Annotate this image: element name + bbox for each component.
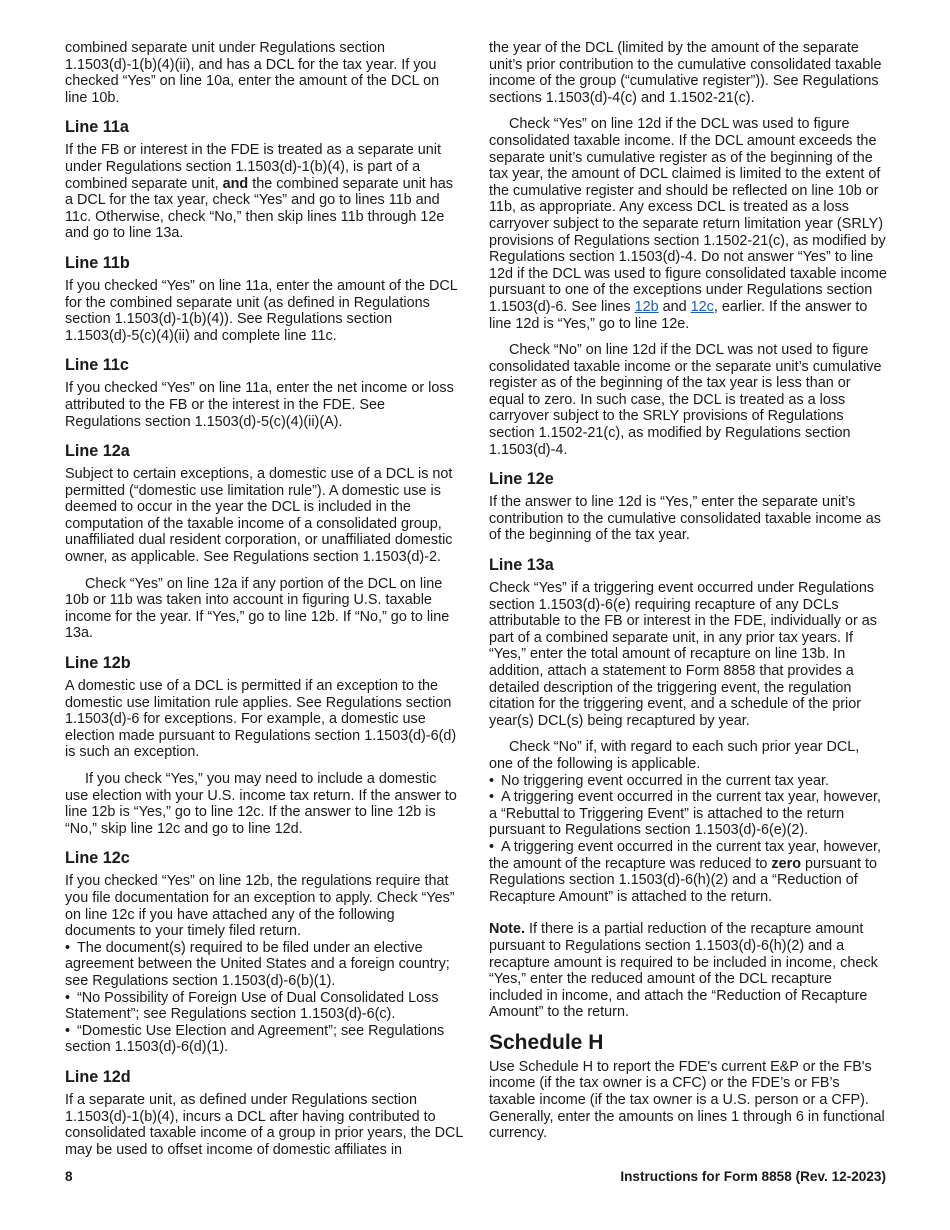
heading-line-12a: Line 12a [65, 442, 130, 461]
left-column [65, 40, 463, 1158]
note-paragraph: Note. If there is a partial reduction of the recapture amount pursuant to Regulations section 1.1503(d)-6(h)(2) and a recapture amount is required to be included in income, check “Yes,” enter the reduced amount of the DCL recapture included in income, and attach the “Reduction of Recapture Amount” to the return. [489, 921, 878, 1021]
form-title-footer: Instructions for Form 8858 (Rev. 12-2023) [620, 1169, 886, 1184]
bullet-icon: • [65, 989, 71, 1006]
bullet-item: • A triggering event occurred in the current tax year, however, a “Rebuttal to Triggering Event” is attached to the return pursuant to Regulations section 1.1503(d)-6(e)(2). [489, 789, 881, 839]
intro-paragraph: combined separate unit under Regulations section 1.1503(d)-1(b)(4)(ii), and has a DCL for the tax year. If you checked “Yes” on line 10a, enter the amount of the DCL on line 10b. [65, 40, 440, 106]
paragraph-line-12d-continued: the year of the DCL (limited by the amount of the separate unit’s prior contribution to the cumulative consolidated taxable income of the group (“cumulative register”)). See Regulations sections 1.1503(d)-4(c) and 1.1502-21(c). [489, 40, 882, 106]
heading-line-12b: Line 12b [65, 654, 131, 673]
heading-line-11c: Line 11c [65, 356, 129, 375]
paragraph-line-12b-2: If you check “Yes,” you may need to include a domestic use election with your U.S. income tax return. If the answer to line 12b is “Yes,” go to line 12c. If the answer to line 12b is “No,” skip line 12c and go to line 12d. [65, 771, 457, 837]
bullet-item: • No triggering event occurred in the current tax year. [489, 772, 829, 789]
bullet-item: • “Domestic Use Election and Agreement”; see Regulations section 1.1503(d)-6(d)(1). [65, 1022, 445, 1056]
heading-line-12d: Line 12d [65, 1067, 131, 1086]
paragraph-line-12d-no: Check “No” on line 12d if the DCL was not used to figure consolidated taxable income or the separate unit’s cumulative register as of the beginning of the tax year is less than or equal to zero. In such case, the DCL is treated as a loss carryover subject to the SRLY provisions of Regulations section 1.1502-21(c), as modified by Regulations section 1.1503(d)-4. [489, 342, 882, 458]
link-line-12c[interactable]: 12c [690, 298, 714, 315]
heading-line-13a: Line 13a [489, 556, 554, 575]
bullet-icon: • [65, 1022, 71, 1039]
paragraph-line-12e: If the answer to line 12d is “Yes,” enter the separate unit’s contribution to the cumulative consolidated taxable income as of the beginning of the tax year. [489, 494, 881, 544]
right-column [489, 40, 887, 1142]
bullet-icon: • [489, 838, 495, 855]
heading-line-11b: Line 11b [65, 253, 130, 272]
bullet-item: • The document(s) required to be filed under an elective agreement between the United States and a foreign country; see Regulations section 1.1503(d)-6(b)(1). [65, 939, 450, 989]
heading-schedule-h: Schedule H [489, 1030, 604, 1054]
heading-line-11a: Line 11a [65, 118, 129, 137]
paragraph-line-13a-1: Check “Yes” if a triggering event occurred under Regulations section 1.1503(d)-6(e) requiring recapture of any DCLs attributable to the FB or interest in the FDE, individually or as part of a combined separate unit, in any prior tax years. If “Yes,” enter the total amount of recapture on line 13b. In addition, attach a statement to Form 8858 that provides a detailed description of the triggering event, the regulation citation for the triggering event, and a schedule of the prior year(s) DCL(s) being recaptured by year. [489, 580, 877, 729]
paragraph-line-11a: If the FB or interest in the FDE is treated as a separate unit under Regulations section 1.1503(d)-1(b)(4), is part of a combined separate unit, and the combined separate unit has a DCL for the tax year, check “Yes” and go to lines 11b and 11c. Otherwise, check “No,” then skip lines 11b through 12e and go to line 13a. [65, 142, 454, 242]
paragraph-line-11c: If you checked “Yes” on line 11a, enter the net income or loss attributed to the FB or the interest in the FDE. See Regulations section 1.1503(d)-5(c)(4)(ii)(A). [65, 380, 454, 430]
bullet-icon: • [489, 789, 495, 806]
note-label: Note. [489, 921, 525, 938]
paragraph-line-13a-2: Check “No” if, with regard to each such prior year DCL, one of the following is applicable. [489, 739, 860, 772]
paragraph-schedule-h: Use Schedule H to report the FDE's current E&P or the FB's income (if the tax owner is a CFC) or the FDE’s or FB’s taxable income (if the tax owner is a U.S. person or a CFP). Generally, enter the amounts on lines 1 through 6 in functional currency. [489, 1058, 885, 1142]
paragraph-line-12d: If a separate unit, as defined under Regulations section 1.1503(d)-1(b)(4), incurs a DCL after having contributed to consolidated taxable income of a group in prior years, the DCL may be used to offset income of domestic affiliates in [65, 1091, 463, 1158]
paragraph-line-11b: If you checked “Yes” on line 11a, enter the amount of the DCL for the combined separate unit (as defined in Regulations section 1.1503(d)-1(b)(4)). See Regulations section 1.1503(d)-5(c)(4)(ii) and complete line 11c. [65, 277, 458, 344]
heading-line-12c: Line 12c [65, 849, 130, 868]
paragraph-line-12a-2: Check “Yes” on line 12a if any portion of the DCL on line 10b or 11b was taken into account in figuring U.S. taxable income for the year. If “Yes,” go to line 12b. If “No,” go to line 13a. [65, 575, 450, 642]
paragraph-line-12c: If you checked “Yes” on line 12b, the regulations require that you file documentation for an exception to apply. Check “Yes” on line 12c if you have attached any of the following documents to your timely filed return. [65, 873, 455, 940]
paragraph-line-12d-yes: Check “Yes” on line 12d if the DCL was used to figure consolidated taxable income. If the DCL amount exceeds the separate unit’s cumulative register as of the beginning of the tax year, the amount of DCL claimed is limited to the extent of the cumulative register and should be reflected on line 10b or 11b, as appropriate. Any excess DCL is treated as a loss carryover subject to the separate return limitation year (SRLY) provisions of Regulations section 1.1502-21(c), as modified by Regulations section 1.1503(d)-4. Do not answer “Yes” to line 12d if the DCL was used to figure consolidated taxable income pursuant to one of the exceptions under Regulations section 1.1503(d)-6. See lines 12b and 12c, earlier. If the answer to line 12d is “Yes,” go to line 12e. [489, 116, 887, 332]
bullet-icon: • [65, 939, 71, 956]
paragraph-line-12b-1: A domestic use of a DCL is permitted if an exception to the domestic use limitation rule applies. See Regulations section 1.1503(d)-6 for exceptions. For example, a domestic use election made pursuant to Regulations section 1.1503(d)-6(d) is such an exception. [65, 678, 457, 761]
paragraph-line-12a-1: Subject to certain exceptions, a domestic use of a DCL is not permitted (“domestic use limitation rule”). A domestic use is deemed to occur in the year the DCL is included in the computation of the taxable income of a consolidated group, unaffiliated dual resident corporation, or unaffiliated domestic owner, as applicable. See Regulations section 1.1503(d)-2. [65, 466, 453, 566]
bullet-item: • “No Possibility of Foreign Use of Dual Consolidated Loss Statement”; see Regulations section 1.1503(d)-6(c). [65, 989, 439, 1023]
link-line-12b[interactable]: 12b [634, 298, 659, 315]
bullet-item: • A triggering event occurred in the current tax year, however, the amount of the recapture was reduced to zero pursuant to Regulations section 1.1503(d)-6(h)(2) and a “Reduction of Recapture Amount” is attached to the return. [489, 838, 881, 905]
heading-line-12e: Line 12e [489, 470, 554, 489]
page-number: 8 [65, 1169, 73, 1184]
bullet-icon: • [489, 772, 495, 789]
